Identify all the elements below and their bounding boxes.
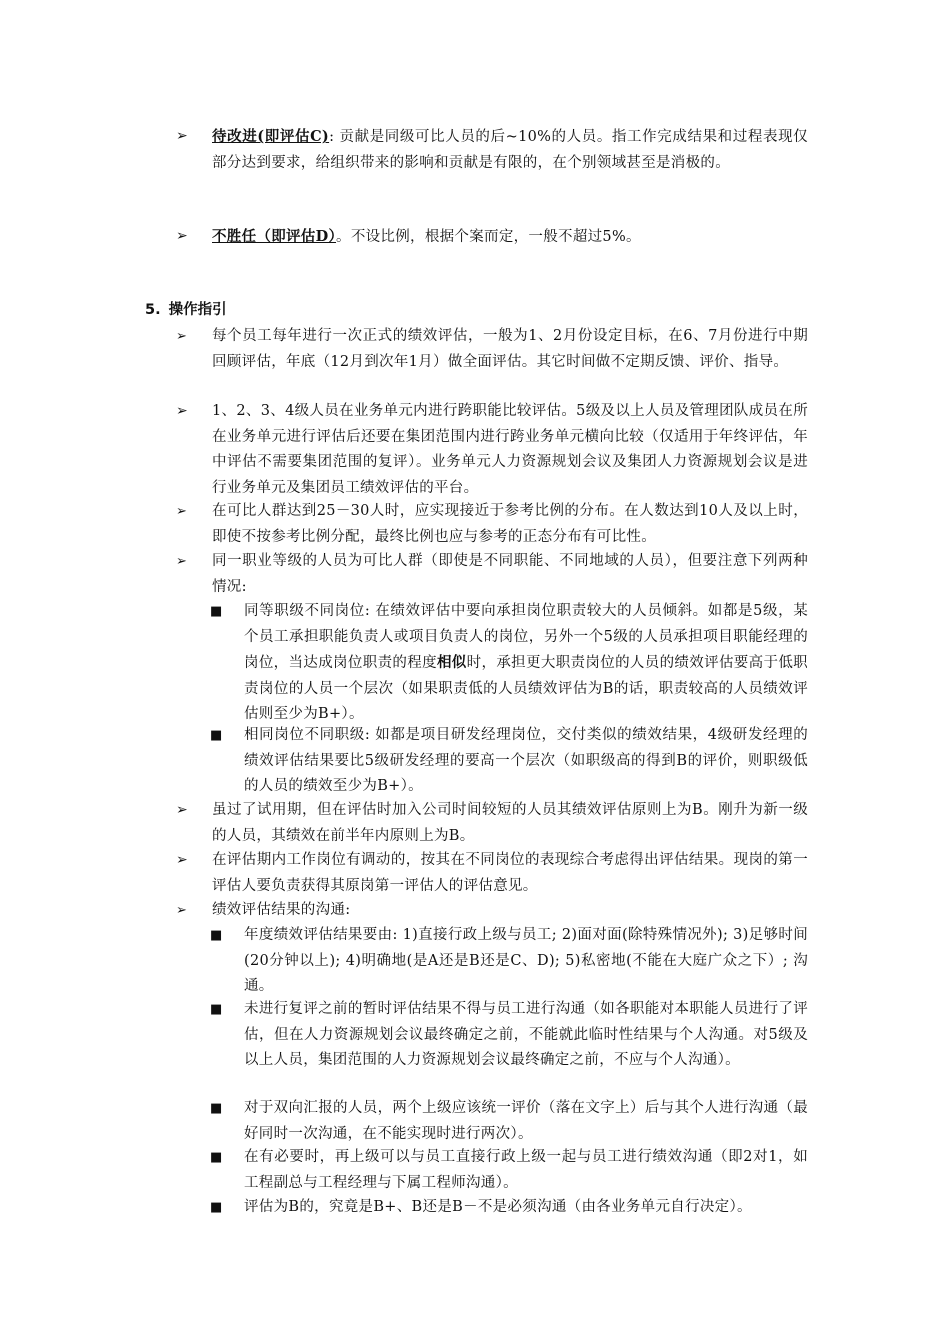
item-text <box>212 224 808 251</box>
arrow-bullet-icon: ➢ <box>176 329 187 344</box>
item-text: 对于双向汇报的人员，两个上级应该统一评价（落在文字上）后与其个人进行沟通（最好同时一次沟通，在不能实现时进行两次）。 <box>244 1100 808 1142</box>
square-bullet-icon: ■ <box>210 1002 223 1017</box>
section-number: 5. <box>145 302 161 318</box>
square-bullet-icon: ■ <box>210 604 223 619</box>
list-item <box>176 224 808 251</box>
arrow-bullet-icon: ➢ <box>176 903 187 918</box>
sub-list-item <box>210 1195 808 1221</box>
arrow-bullet-icon: ➢ <box>176 228 188 244</box>
square-bullet-icon: ■ <box>210 728 223 743</box>
sub-list-item <box>210 1145 808 1196</box>
item-text: 在可比人群达到25－30人时，应实现接近于参考比例的分布。在人数达到10人及以上时，即使不按参考比例分配，最终比例也应与参考的正态分布有可比性。 <box>212 503 808 545</box>
item-text: 每个员工每年进行一次正式的绩效评估，一般为1、2月份设定目标，在6、7月份进行中期回顾评估，年底（12月到次年1月）做全面评估。其它时间做不定期反馈、评价、指导。 <box>212 328 808 370</box>
item-text: 未进行复评之前的暂时评估结果不得与员工进行沟通（如各职能对本职能人员进行了评估，但在人力资源规划会议最终确定之前，不能就此临时性结果与个人沟通。对5级及以上人员，集团范围的人力资源规划会议最终确定之前，不应与个人沟通）。 <box>244 1001 808 1068</box>
list-item <box>176 324 808 375</box>
arrow-bullet-icon: ➢ <box>176 504 187 519</box>
item-text: 1、2、3、4级人员在业务单元内进行跨职能比较评估。5级及以上人员及管理团队成员在所在业务单元进行评估后还要在集团范围内进行跨业务单元横向比较（仅适用于年终评估，年中评估不需要集团范围的复评）。业务单元人力资源规划会议及集团人力资源规划会议是进行业务单元及集团员工绩效评估的平台。 <box>212 403 808 496</box>
item-text: 同一职业等级的人员为可比人群（即使是不同职能、不同地域的人员），但要注意下列两种情况: <box>212 553 808 595</box>
item-text <box>212 124 808 176</box>
arrow-bullet-icon: ➢ <box>176 128 188 144</box>
sub-list-item <box>210 923 808 1000</box>
square-bullet-icon: ■ <box>210 928 223 943</box>
item-text: 虽过了试用期，但在评估时加入公司时间较短的人员其绩效评估原则上为B。刚升为新一级的人员，其绩效在前半年内原则上为B。 <box>212 802 808 844</box>
sub-list-item <box>210 599 808 728</box>
list-item <box>176 499 808 550</box>
list-item <box>176 399 808 501</box>
list-item <box>176 549 808 600</box>
rating-description: 。不设比例，根据个案而定，一般不超过5%。 <box>336 229 641 245</box>
item-text: 在有必要时，再上级可以与员工直接行政上级一起与员工进行绩效沟通（即2对1，如工程副总与工程经理与下属工程师沟通）。 <box>244 1149 808 1191</box>
section-heading <box>145 298 227 324</box>
arrow-bullet-icon: ➢ <box>176 802 188 818</box>
list-item <box>176 124 808 176</box>
item-text: 绩效评估结果的沟通: <box>212 902 351 918</box>
item-text: 年度绩效评估结果要由: 1)直接行政上级与员工; 2)面对面(除特殊情况外); 3)足够时间(20分钟以上); 4)明确地(是A还是B还是C、D); 5)私密地(不能在大庭广众之下）; 沟通。 <box>244 927 808 994</box>
item-text <box>244 599 808 728</box>
rating-description: : 贡献是同级可比人员的后~10%的人员。指工作完成结果和过程表现仅部分达到要求，给组织带来的影响和贡献是有限的，在个别领域甚至是消极的。 <box>212 129 808 171</box>
sub-list-item <box>210 1096 808 1147</box>
arrow-bullet-icon: ➢ <box>176 852 188 868</box>
sub-list-item <box>210 997 808 1074</box>
rating-term: 不胜任（即评估D） <box>212 228 337 245</box>
sub-list-item <box>210 723 808 800</box>
list-item <box>176 898 808 924</box>
square-bullet-icon: ■ <box>210 1101 223 1116</box>
item-text-part: 同等职级不同岗位: 在绩效评估中要向承担岗位职责较大的人员倾斜。如都是5级，某个员工承担职能负责人或项目负责人的岗位，另外一个5级的人员承担项目职能经理的岗位，当达成岗位职责的程度 <box>244 603 808 671</box>
item-text: 评估为B的，究竟是B+、B还是B－不是必须沟通（由各业务单元自行决定）。 <box>244 1199 752 1215</box>
emphasis-text: 相似 <box>436 654 467 671</box>
item-text: 相同岗位不同职级: 如都是项目研发经理岗位，交付类似的绩效结果，4级研发经理的绩效评估结果要比5级研发经理的要高一个层次（如职级高的得到B的评价，则职级低的人员的绩效至少为B+）。 <box>244 727 808 794</box>
rating-term: 待改进(即评估C) <box>212 128 330 145</box>
section-title: 操作指引 <box>168 302 227 318</box>
square-bullet-icon: ■ <box>210 1200 223 1215</box>
arrow-bullet-icon: ➢ <box>176 554 187 569</box>
arrow-bullet-icon: ➢ <box>176 403 188 419</box>
item-text-part: 时，承担更大职责岗位的人员的绩效评估要高于低职责岗位的人员一个层次（如果职责低的人员绩效评估为B的话，职责较高的人员绩效评估则至少为B+）。 <box>244 655 808 722</box>
list-item <box>176 798 808 849</box>
square-bullet-icon: ■ <box>210 1150 223 1165</box>
item-text: 在评估期内工作岗位有调动的，按其在不同岗位的表现综合考虑得出评估结果。现岗的第一评估人要负责获得其原岗第一评估人的评估意见。 <box>212 852 808 894</box>
list-item <box>176 848 808 899</box>
